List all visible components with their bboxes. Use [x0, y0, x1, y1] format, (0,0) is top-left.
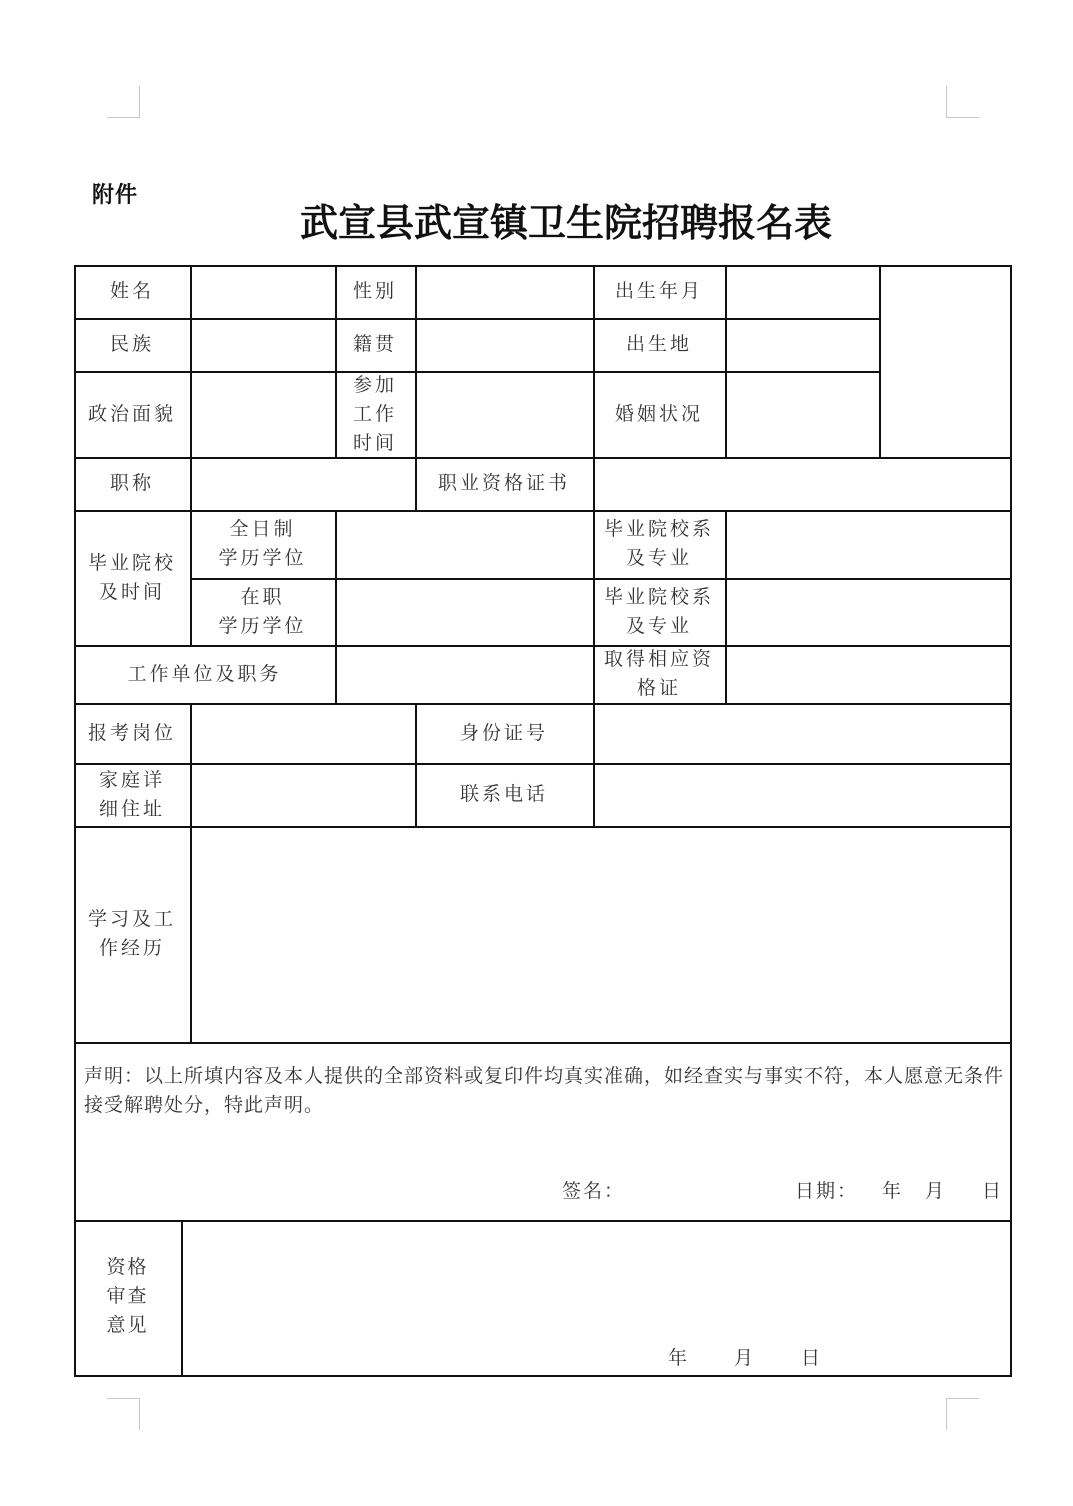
address-field[interactable] — [191, 764, 415, 826]
work-start-label: 参加 工作 时间 — [352, 373, 397, 454]
photo-area[interactable] — [880, 266, 1010, 457]
parttime-degree-label: 在职 学历学位 — [218, 585, 307, 637]
signature-field[interactable] — [620, 1172, 780, 1204]
experience-label: 学习及工 作经历 — [87, 908, 176, 959]
review-day-label: 日 — [801, 1347, 823, 1369]
work-start-field[interactable] — [416, 372, 593, 457]
review-opinion-field[interactable] — [183, 1222, 1009, 1332]
id-number-label: 身份证号 — [459, 721, 548, 744]
crop-mark-top-left — [107, 86, 140, 118]
name-field[interactable] — [191, 266, 335, 318]
address-label: 家庭详 细住址 — [98, 768, 165, 820]
position-label: 报考岗位 — [87, 721, 176, 744]
marital-status-label: 婚姻状况 — [614, 402, 703, 425]
parttime-major-label: 毕业院校系 及专业 — [603, 585, 714, 637]
id-number-field[interactable] — [594, 704, 1010, 763]
political-status-field[interactable] — [191, 372, 335, 457]
fulltime-degree-label: 全日制 学历学位 — [218, 518, 307, 569]
date-day-label: 日 — [982, 1180, 1004, 1202]
gender-field[interactable] — [416, 266, 593, 318]
qualification-cert-field[interactable] — [594, 458, 1010, 510]
attachment-label: 附件 — [92, 183, 139, 208]
crop-mark-bottom-right — [946, 1398, 979, 1430]
date-label: 日期： — [795, 1180, 859, 1202]
obtained-cert-field[interactable] — [726, 646, 1010, 703]
birth-month-label: 出生年月 — [614, 280, 703, 302]
review-label: 资格 审查 意见 — [106, 1255, 149, 1336]
fulltime-degree-field[interactable] — [336, 511, 593, 578]
fulltime-major-field[interactable] — [726, 511, 1010, 578]
parttime-degree-field[interactable] — [336, 579, 593, 645]
experience-field[interactable] — [191, 827, 1010, 1042]
job-title-field[interactable] — [191, 458, 415, 510]
native-place-label: 籍贯 — [352, 333, 397, 355]
birthplace-label: 出生地 — [625, 333, 692, 355]
declaration-text: 声明：以上所填内容及本人提供的全部资料或复印件均真实准确，如经查实与事实不符，本人愿意无条件接受解聘处分，特此声明。 — [84, 1065, 1005, 1116]
ethnicity-label: 民族 — [109, 333, 154, 355]
phone-label: 联系电话 — [459, 783, 548, 805]
review-year-label: 年 — [668, 1347, 690, 1369]
signature-label: 签名： — [562, 1180, 626, 1202]
employer-field[interactable] — [336, 646, 593, 703]
fulltime-major-label: 毕业院校系 及专业 — [603, 518, 714, 569]
employer-label: 工作单位及职务 — [127, 662, 282, 685]
native-place-field[interactable] — [416, 319, 593, 371]
job-title-label: 职称 — [109, 472, 154, 494]
review-month-label: 月 — [734, 1347, 756, 1369]
name-label: 姓名 — [109, 280, 154, 302]
graduation-label: 毕业院校 及时间 — [87, 551, 176, 603]
birthplace-field[interactable] — [726, 319, 879, 371]
birth-month-field[interactable] — [726, 266, 879, 318]
page-title: 武宣县武宣镇卫生院招聘报名表 — [300, 200, 833, 245]
position-field[interactable] — [191, 704, 415, 763]
obtained-cert-label: 取得相应资 格证 — [603, 648, 714, 699]
qualification-cert-label: 职业资格证书 — [437, 472, 570, 494]
ethnicity-field[interactable] — [191, 319, 335, 371]
parttime-major-field[interactable] — [726, 579, 1010, 645]
phone-field[interactable] — [594, 764, 1010, 826]
crop-mark-top-right — [946, 86, 979, 118]
political-status-label: 政治面貌 — [87, 402, 176, 425]
gender-label: 性别 — [352, 280, 397, 302]
date-year-label: 年 — [882, 1180, 904, 1202]
date-month-label: 月 — [925, 1180, 947, 1202]
crop-mark-bottom-left — [107, 1398, 140, 1430]
marital-status-field[interactable] — [726, 372, 879, 457]
